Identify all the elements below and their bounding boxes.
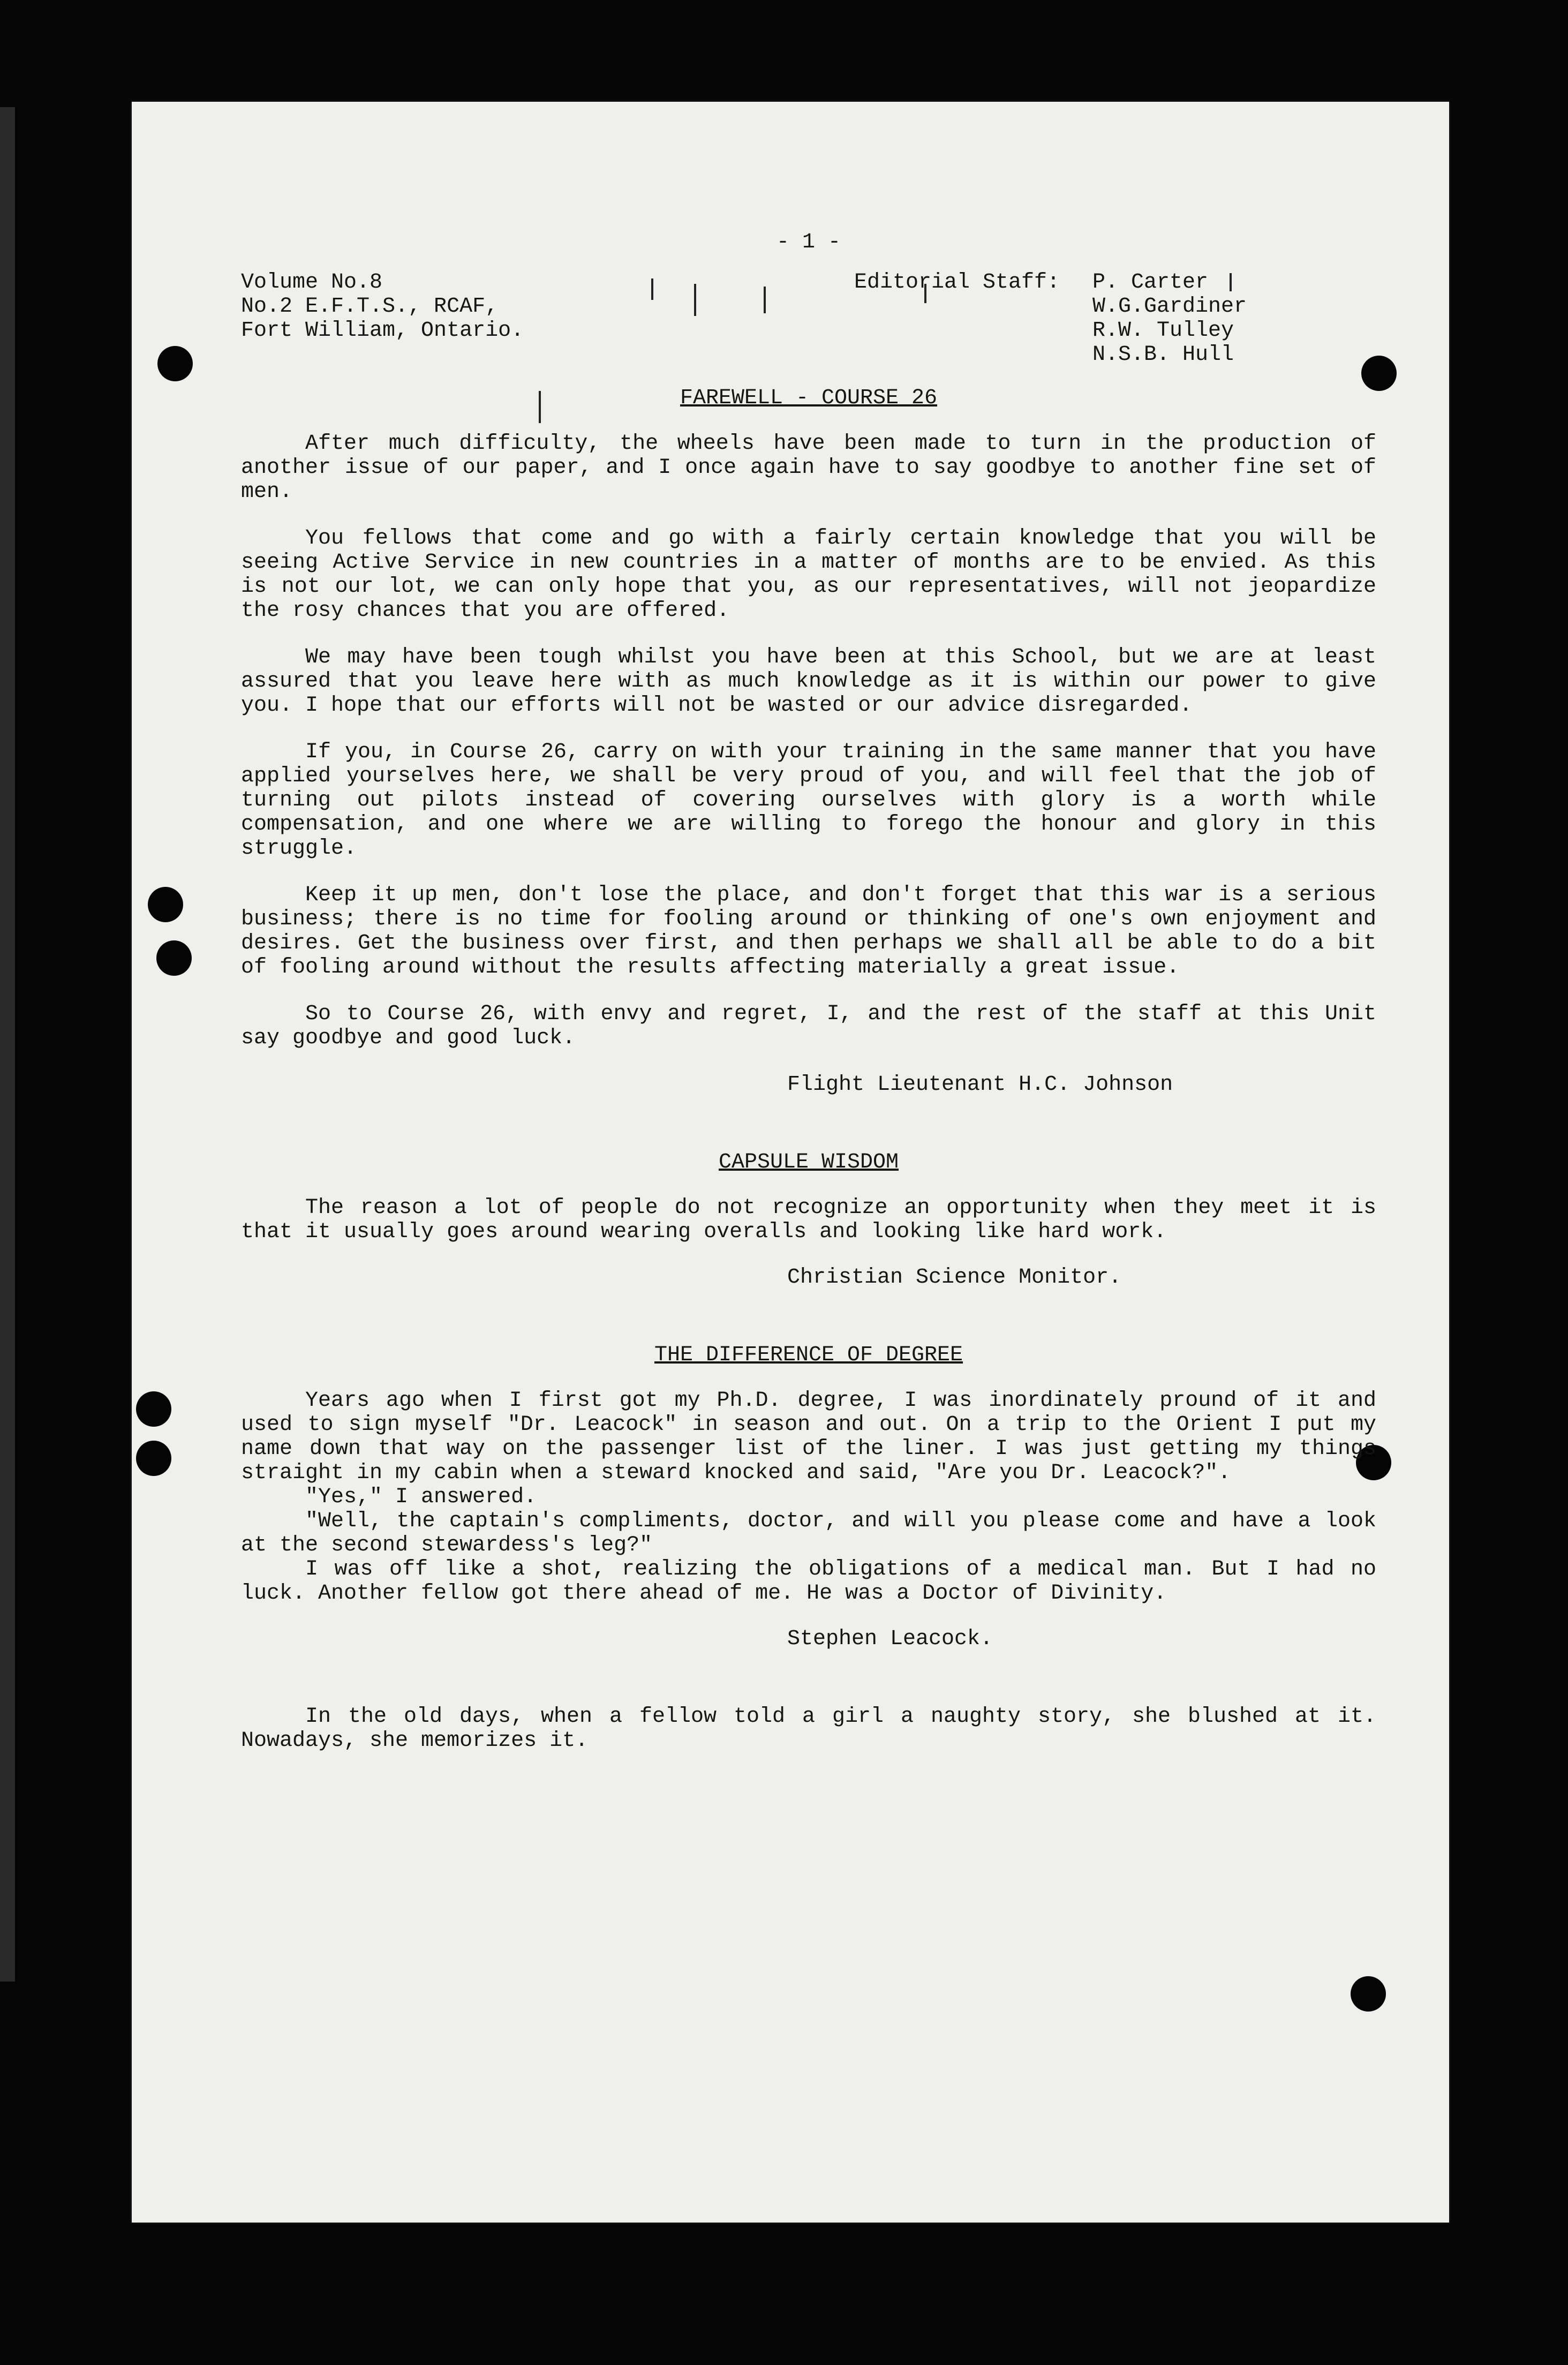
- page-number: - 1 -: [776, 230, 841, 254]
- film-edge: [0, 107, 15, 1982]
- capsule-title: CAPSULE WISDOM: [718, 1150, 899, 1174]
- farewell-paragraph: If you, in Course 26, carry on with your training in the same manner that you have applied yourselves here, we shall be very proud of you, and will feel that the job of turning out pilots instead of covering ourselves with glory is a worth while compensation, and one where we are willing to forego the honour and glory in this struggle.: [241, 740, 1376, 861]
- difference-source: Stephen Leacock.: [787, 1627, 993, 1651]
- staff-name: W.G.Gardiner: [1092, 295, 1247, 319]
- farewell-paragraph: We may have been tough whilst you have been at this School, but we are at least assured that you leave here with as much knowledge as it is within our power to give you. I hope that our efforts will not be wasted or our advice disregarded.: [241, 645, 1376, 718]
- punch-hole: [1351, 1976, 1386, 2012]
- difference-paragraph: "Well, the captain's compliments, doctor, and will you please come and have a look at the second stewardess's leg?": [241, 1509, 1376, 1557]
- editorial-staff-label: Editorial Staff:: [854, 270, 1060, 295]
- masthead: [241, 270, 524, 343]
- staff-name: P. Carter: [1092, 270, 1209, 295]
- closing-joke: In the old days, when a fellow told a girl a naughty story, she blushed at it. Nowadays, she memorizes it.: [241, 1705, 1376, 1753]
- punch-hole: [136, 1391, 171, 1427]
- masthead-unit: No.2 E.F.T.S., RCAF,: [241, 295, 499, 319]
- punch-hole: [148, 887, 183, 922]
- staff-name: R.W. Tulley: [1092, 319, 1234, 343]
- masthead-volume: Volume No.8: [241, 270, 383, 295]
- difference-title: THE DIFFERENCE OF DEGREE: [654, 1343, 963, 1367]
- farewell-signature: Flight Lieutenant H.C. Johnson: [787, 1073, 1173, 1097]
- farewell-paragraph: So to Course 26, with envy and regret, I, and the rest of the staff at this Unit say goodbye and good luck.: [241, 1002, 1376, 1050]
- capsule-source: Christian Science Monitor.: [787, 1266, 1122, 1290]
- punch-hole: [136, 1441, 171, 1476]
- header-block: [241, 270, 1376, 388]
- difference-paragraph: "Yes," I answered.: [305, 1485, 537, 1509]
- difference-paragraph: I was off like a shot, realizing the obligations of a medical man. But I had no luck. Another fellow got there ahead of me. He was a Doctor of Divinity.: [241, 1557, 1376, 1606]
- document-text: [241, 230, 1376, 1753]
- farewell-paragraph: You fellows that come and go with a fairly certain knowledge that you will be seeing Active Service in new countries in a matter of months are to be envied. As this is not our lot, we can only hope that you, as our representatives, will not jeopardize the rosy chances that you are offered.: [241, 526, 1376, 623]
- farewell-title: FAREWELL - COURSE 26: [680, 386, 938, 410]
- editorial-staff-names: [1092, 270, 1247, 367]
- staff-name: N.S.B. Hull: [1092, 343, 1234, 367]
- capsule-text: The reason a lot of people do not recognize an opportunity when they meet it is that it usually goes around wearing overalls and looking like hard work.: [241, 1196, 1376, 1244]
- masthead-location: Fort William, Ontario.: [241, 319, 524, 343]
- punch-hole: [157, 346, 193, 381]
- punch-hole: [156, 940, 192, 976]
- farewell-paragraph: Keep it up men, don't lose the place, and don't forget that this war is a serious business; there is no time for fooling around or thinking of one's own enjoyment and desires. Get the business over first, and then perhaps we shall all be able to do a bit of fooling around without the results affecting materially a great issue.: [241, 883, 1376, 980]
- farewell-paragraph: After much difficulty, the wheels have been made to turn in the production of another issue of our paper, and I once again have to say goodbye to another fine set of men.: [241, 432, 1376, 504]
- difference-paragraph: Years ago when I first got my Ph.D. degree, I was inordinately pround of it and used to sign myself "Dr. Leacock" in season and out. On a trip to the Orient I put my name down that way on the passenger list of the liner. I was just getting my things straight in my cabin when a steward knocked and said, "Are you Dr. Leacock?".: [241, 1389, 1376, 1485]
